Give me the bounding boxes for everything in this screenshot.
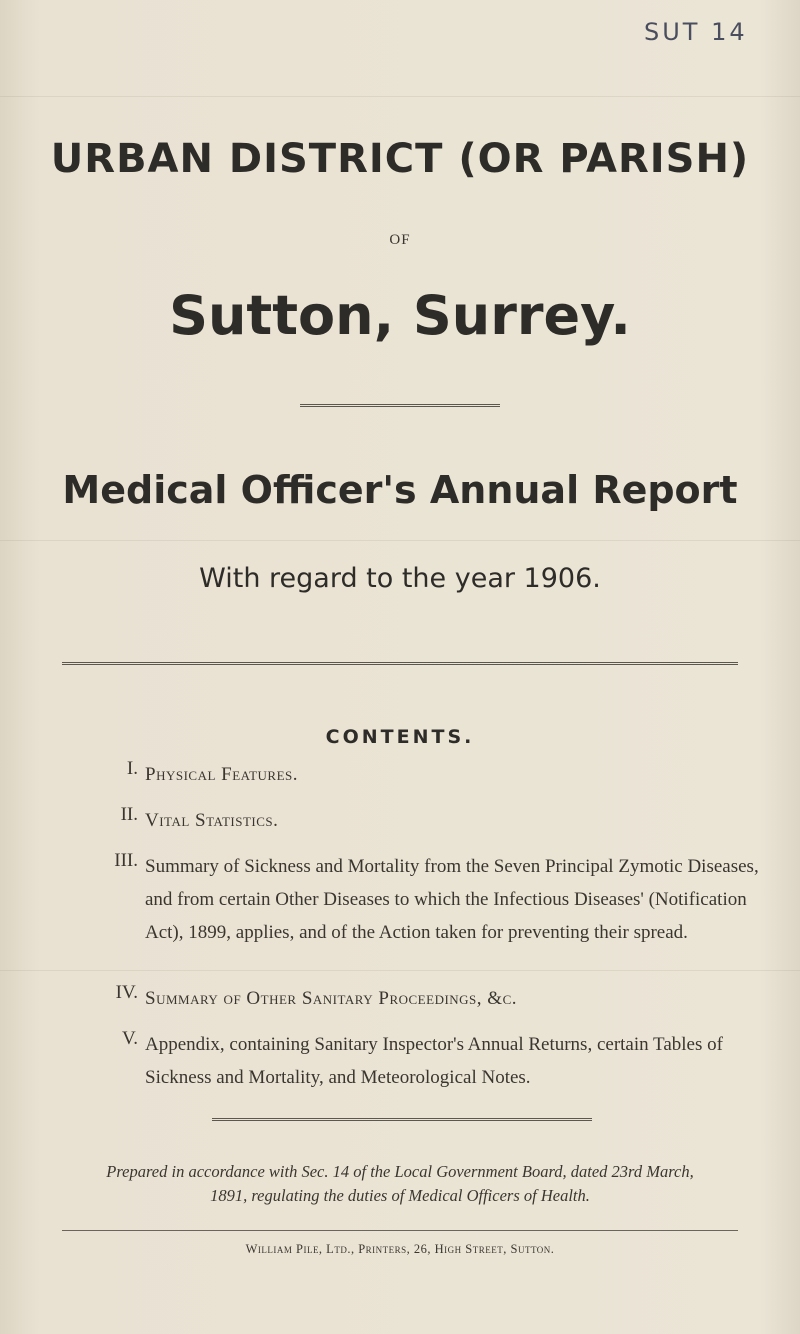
- contents-item-text: Appendix, containing Sanitary Inspector's Annual Returns, certain Tables of Sickness and Mortality, and Meteorological Notes.: [145, 1034, 723, 1088]
- divider-rule: [62, 662, 738, 665]
- report-title: Medical Officer's Annual Report: [62, 468, 738, 512]
- paper-fold: [0, 540, 800, 541]
- contents-item-numeral: II.: [120, 804, 138, 825]
- contents-item-text: Summary of Other Sanitary Proceedings, &c.: [145, 988, 517, 1009]
- divider-rule: [300, 404, 500, 407]
- contents-item-text: Vital Statistics.: [145, 810, 279, 831]
- district-title: URBAN DISTRICT (OR PARISH): [50, 136, 750, 182]
- of-word: OF: [389, 232, 411, 248]
- contents-item-numeral: I.: [126, 758, 138, 779]
- report-subtitle: With regard to the year 1906.: [199, 563, 601, 594]
- prepared-note: [0, 1160, 800, 1208]
- divider-rule: [212, 1118, 592, 1121]
- contents-item-text: Physical Features.: [145, 764, 299, 785]
- contents-item-numeral: IV.: [115, 982, 138, 1003]
- contents-heading: CONTENTS.: [325, 726, 475, 748]
- paper-fold: [0, 96, 800, 97]
- paper-fold: [0, 970, 800, 971]
- contents-item-text: Summary of Sickness and Mortality from the Seven Principal Zymotic Diseases, and from certain Other Diseases to which the Infectious Diseases' (Notification Act), 1899, applies, and of the Action taken for preventing their spread.: [145, 856, 759, 943]
- prepared-note-text: Prepared in accordance with Sec. 14 of the Local Government Board, dated 23rd March, 1891, regulating the duties of Medical Officers of Health.: [106, 1162, 694, 1205]
- contents-item-numeral: V.: [121, 1028, 138, 1049]
- place-name: Sutton, Surrey.: [169, 284, 631, 347]
- handwritten-reference: SUT 14: [644, 18, 748, 46]
- contents-item-numeral: III.: [114, 850, 138, 871]
- printer-imprint: William Pile, Ltd., Printers, 26, High Street, Sutton.: [245, 1242, 555, 1256]
- footer-rule: [62, 1230, 738, 1231]
